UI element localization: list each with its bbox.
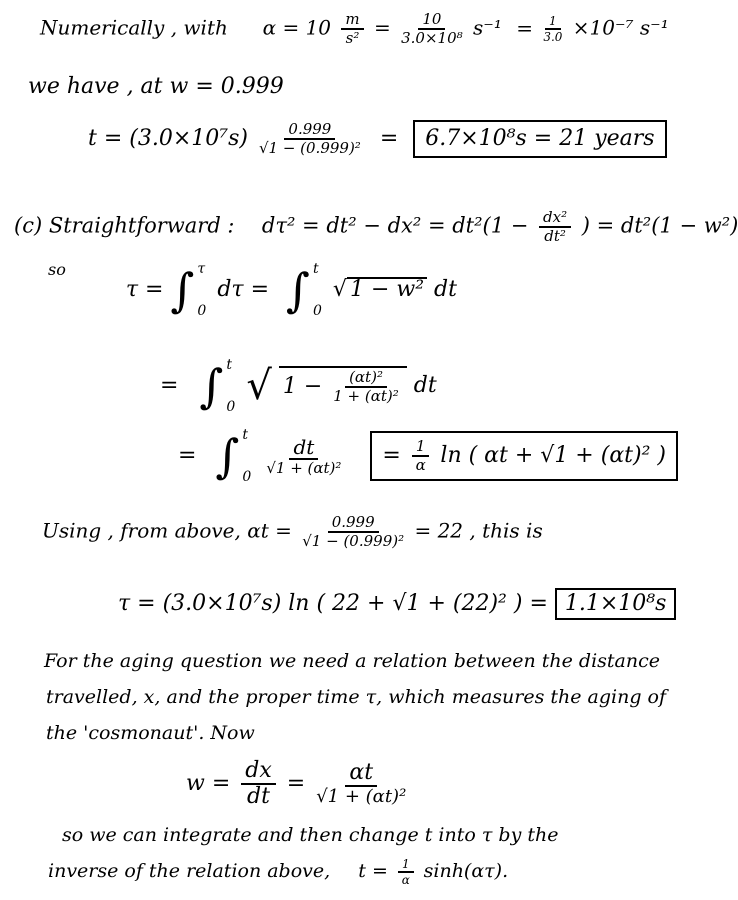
- line-8-fraction: [302, 515, 404, 549]
- paragraph-2-line-2: [48, 858, 508, 886]
- sqrt-sign-2: √: [246, 363, 272, 409]
- line-8-num: 0.999: [328, 515, 379, 533]
- integral-3-bottom: 0: [226, 399, 236, 415]
- paragraph-2-text-1: so we can integrate and then change t into τ by the: [62, 824, 559, 846]
- line-8-den: √1 − (0.999)²: [302, 532, 405, 550]
- integral-1-top: τ: [197, 261, 206, 277]
- sinh-relation-fraction: [398, 858, 414, 886]
- fraction-2-den: 3.0: [543, 30, 563, 44]
- line-10-lhs: w =: [186, 771, 231, 796]
- integral-4-bottom: 0: [242, 469, 252, 485]
- eq-3: =: [516, 15, 533, 40]
- line-2: [28, 76, 284, 98]
- paragraph-2-line-1: [62, 826, 558, 845]
- line-4-den: dt²: [544, 227, 566, 245]
- integral-1-bottom: 0: [197, 303, 207, 319]
- eq-2: =: [373, 15, 391, 40]
- result-box-tau-den: α: [415, 456, 426, 474]
- tau-eq: τ =: [125, 277, 164, 302]
- result-box-tau-tail: ln ( αt + √1 + (αt)² ): [440, 443, 666, 468]
- line-6-one-minus: 1 −: [282, 374, 330, 399]
- line-6: [160, 358, 437, 414]
- line-7-den: √1 + (αt)²: [266, 458, 342, 477]
- line-4-num: dx²: [539, 210, 571, 228]
- alpha-eq: α = 10: [262, 15, 332, 40]
- integral-2-limits: [313, 262, 322, 318]
- line-6-dt: dt: [413, 373, 437, 398]
- integral-2-bottom: 0: [313, 303, 322, 319]
- integral-sign-1: ∫: [170, 263, 195, 317]
- fraction-1-num: 10: [418, 12, 445, 30]
- paragraph-1-text-1: For the aging question we need a relation between the distance: [44, 650, 660, 672]
- fraction-1: [401, 12, 463, 46]
- line-10-eq: =: [286, 771, 306, 796]
- sqrt-sign-1: √: [332, 277, 347, 302]
- integral-3-limits: [226, 358, 235, 414]
- line-9: [118, 588, 676, 620]
- fraction-2-num: 1: [545, 15, 561, 30]
- sinh-relation-tail: sinh(ατ).: [423, 860, 509, 882]
- result-box-tau-eq: =: [382, 443, 401, 468]
- line-3: [88, 120, 667, 158]
- sqrt-2: [279, 366, 407, 406]
- paragraph-2-text-2: inverse of the relation above,: [48, 860, 331, 882]
- paragraph-1-text-3: the 'cosmonaut'. Now: [46, 722, 255, 744]
- line-10-fraction-2: [316, 762, 406, 806]
- fraction-2-tail: ×10⁻⁷ s⁻¹: [572, 15, 669, 40]
- line-3-lhs: t = (3.0×10⁷s): [88, 126, 248, 151]
- line-7-eq: =: [178, 443, 197, 468]
- sqrt-1: 1 − w²: [347, 277, 427, 301]
- paragraph-1-line-2: [46, 688, 666, 707]
- part-c-label: (c) Straightforward :: [14, 213, 235, 238]
- alpha-unit: [341, 12, 363, 46]
- line-1: [40, 12, 669, 46]
- line-6-num: (αt)²: [345, 370, 387, 388]
- integral-1-body: dτ =: [217, 277, 270, 302]
- integral-4-limits: [242, 428, 251, 484]
- sinh-relation-lhs: t =: [358, 860, 388, 882]
- line-8-tail: = 22 , this is: [414, 518, 543, 543]
- alpha-unit-num: m: [341, 12, 363, 30]
- line-5: [48, 262, 457, 318]
- line-6-den: 1 + (αt)²: [333, 387, 399, 405]
- line-4-eq: dτ² = dt² − dx² = dt²(1 −: [261, 213, 536, 238]
- line-6-eq: =: [160, 373, 179, 398]
- line-10: [186, 760, 410, 808]
- integral-sign-2: ∫: [286, 263, 310, 317]
- integral-sign-3: ∫: [199, 359, 224, 413]
- line-7: [178, 428, 678, 484]
- line-10-fraction-1: [241, 760, 276, 808]
- fraction-1-unit: s⁻¹: [473, 15, 502, 40]
- integral-2-dt: dt: [434, 277, 457, 302]
- alpha-unit-den: s²: [345, 29, 360, 47]
- integral-3-top: t: [226, 357, 233, 373]
- integral-2-top: t: [313, 261, 319, 277]
- line-1-prefix: Numerically , with: [40, 15, 228, 40]
- integral-sign-4: ∫: [215, 429, 240, 483]
- integral-1-limits: [197, 262, 206, 318]
- line-3-eq: =: [379, 126, 399, 151]
- integral-4-top: t: [242, 427, 249, 443]
- result-box-time: 6.7×10⁸s = 21 years: [413, 120, 666, 158]
- line-3-fraction: [259, 122, 361, 156]
- line-7-num: dt: [289, 437, 318, 460]
- result-box-tau-num: 1: [412, 439, 430, 457]
- line-6-fraction: [333, 370, 399, 404]
- result-box-tau: [370, 431, 678, 481]
- result-box-tau-frac: [412, 439, 430, 473]
- result-box-proper-time: 1.1×10⁸s: [555, 588, 677, 620]
- line-2-text: we have , at w = 0.999: [28, 74, 284, 99]
- fraction-1-den: 3.0×10⁸: [401, 29, 463, 47]
- line-3-den: √1 − (0.999)²: [258, 139, 361, 157]
- line-8: [42, 515, 543, 549]
- line-4: [14, 210, 738, 244]
- line-3-num: 0.999: [284, 122, 335, 140]
- line-4-tail: ) = dt²(1 − w²): [581, 213, 738, 238]
- line-10-f1-den: dt: [247, 784, 270, 809]
- line-10-f2-den: √1 + (αt)²: [316, 786, 407, 807]
- sinh-relation-num: 1: [398, 858, 414, 873]
- paragraph-1-text-2: travelled, x, and the proper time τ, which measures the aging of: [46, 686, 667, 708]
- so-label: so: [48, 260, 66, 279]
- line-10-f1-num: dx: [241, 760, 276, 785]
- sinh-relation-den: α: [401, 873, 410, 887]
- fraction-2: [543, 15, 562, 43]
- line-7-fraction: [266, 434, 342, 477]
- line-8-prefix: Using , from above, αt =: [42, 518, 292, 543]
- line-9-eq: τ = (3.0×10⁷s) ln ( 22 + √1 + (22)² ) =: [118, 591, 548, 616]
- paragraph-1-line-3: [46, 724, 255, 743]
- line-4-fraction: [539, 210, 571, 244]
- paragraph-1-line-1: [44, 652, 660, 671]
- line-10-f2-num: αt: [345, 762, 377, 787]
